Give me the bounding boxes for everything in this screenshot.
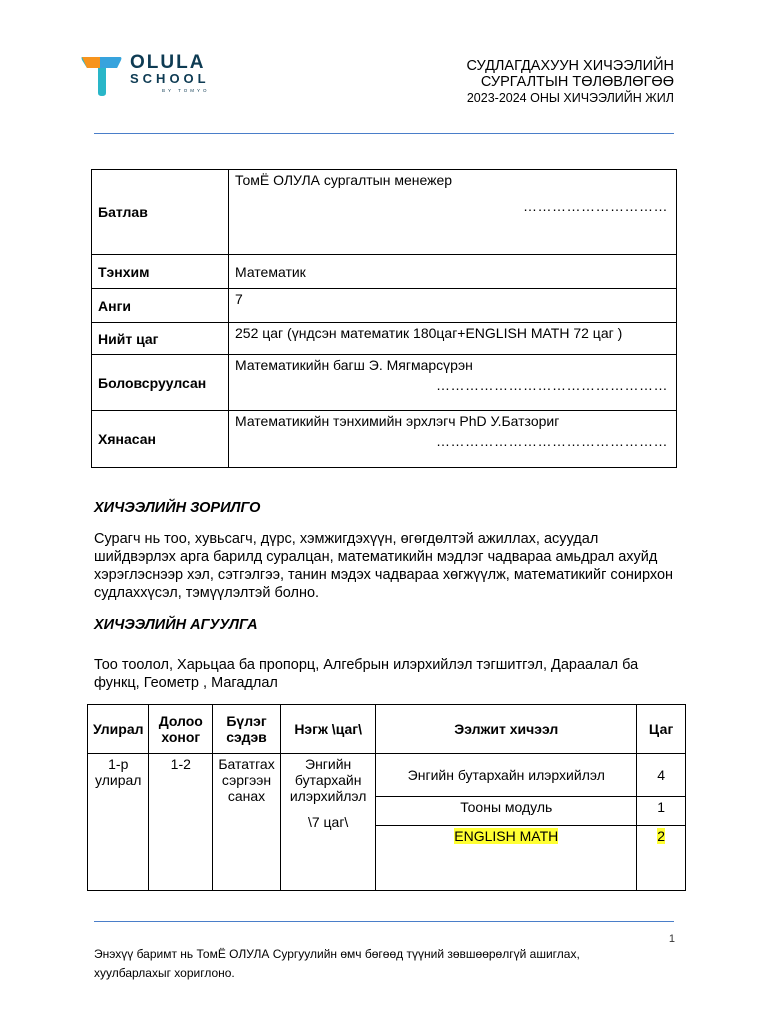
heading-line-3: 2023-2024 ОНЫ ХИЧЭЭЛИЙН ЖИЛ xyxy=(466,91,674,105)
logo-word-tomyo: BY TOMYO xyxy=(162,88,210,93)
lesson-hours: 2 xyxy=(657,828,665,844)
lesson-hours: 4 xyxy=(637,754,686,797)
prepared-signature-dots: ………………………………………… xyxy=(436,377,668,393)
unit-hours: \7 цаг\ xyxy=(307,814,349,830)
content-text: Тоо тоолол, Харьцаа ба пропорц, Алгебрын илэрхийлэл тэгшитгэл, Дараалал ба функц, Геометр , Магадлал xyxy=(94,657,639,691)
footer-divider xyxy=(94,921,674,922)
approve-value: ТомЁ ОЛУЛА сургалтын менежер xyxy=(235,172,453,188)
header-unit: Нэгж \цаг\ xyxy=(280,705,375,754)
info-row-grade xyxy=(92,289,677,323)
cell-term: 1-р улирал xyxy=(88,754,149,891)
lesson-hours: 1 xyxy=(637,797,686,826)
lesson-name: ENGLISH MATH xyxy=(454,828,559,844)
grade-value: 7 xyxy=(229,289,677,323)
logo-mark-icon xyxy=(80,53,124,97)
prepared-cell xyxy=(229,355,677,411)
approve-signature-dots: ………………………… xyxy=(523,198,668,214)
goal-title: ХИЧЭЭЛИЙН ЗОРИЛГО xyxy=(94,500,261,516)
reviewed-value: Математикийн тэнхимийн эрхлэгч PhD У.Батзориг xyxy=(235,413,560,429)
page-number: 1 xyxy=(668,933,675,945)
content-title: ХИЧЭЭЛИЙН АГУУЛГА xyxy=(94,617,258,633)
info-row-hours xyxy=(92,323,677,355)
approve-cell xyxy=(229,170,677,255)
info-row-prepared xyxy=(92,355,677,411)
reviewed-cell xyxy=(229,411,677,468)
header-lesson: Ээлжит хичээл xyxy=(376,705,637,754)
cell-week: 1-2 xyxy=(149,754,213,891)
lesson-name: Энгийн бутархайн илэрхийлэл xyxy=(376,754,637,797)
footer-notice: Энэхүү баримт нь ТомЁ ОЛУЛА Сургуулийн өмч бөгөөд түүний зөвшөөрөлгүй ашиглах, хуулбарлахыг хориглоно. xyxy=(94,947,580,980)
header-divider xyxy=(94,133,674,134)
hours-label: Нийт цаг xyxy=(92,323,229,355)
header-week: Долоо хоног xyxy=(149,705,213,754)
goal-text: Сурагч нь тоо, хувьсагч, дүрс, хэмжигдэхүүн, өгөгдөлтэй ажиллах, асуудал шийдвэрлэх арга барилд суралцан, математикийн мэдлэг чадвараа амьдрал ахуйд хэрэглэснээр хэл, сэтгэлгээ, танин мэдэх чадвараа хөгжүүлж, математикийг сонирхон судлаххүсэл, тэмүүлэлтэй болно. xyxy=(94,531,674,601)
logo-word-school: SCHOOL xyxy=(130,71,210,86)
info-row-approve xyxy=(92,170,677,255)
lesson-hours-cell xyxy=(637,826,686,891)
header-hours: Цаг xyxy=(637,705,686,754)
logo-word-olula: OLULA xyxy=(130,52,206,73)
header-term: Улирал xyxy=(88,705,149,754)
plan-header-row xyxy=(88,705,686,754)
info-row-reviewed xyxy=(92,411,677,468)
cell-unit xyxy=(280,754,375,891)
dept-label: Тэнхим xyxy=(92,255,229,289)
prepared-value: Математикийн багш Э. Мягмарсүрэн xyxy=(235,357,473,373)
approve-label: Батлав xyxy=(92,170,229,255)
document-heading xyxy=(467,58,674,106)
dept-value: Математик xyxy=(229,255,677,289)
header-topic: Бүлэг сэдэв xyxy=(213,705,281,754)
info-row-dept xyxy=(92,255,677,289)
hours-value: 252 цаг (үндсэн математик 180цаг+ENGLISH MATH 72 цаг ) xyxy=(229,323,677,355)
plan-row-1 xyxy=(88,754,686,797)
reviewed-label: Хянасан xyxy=(92,411,229,468)
heading-line-2: СУРГАЛТЫН ТӨЛӨВЛӨГӨӨ xyxy=(480,74,674,90)
reviewed-signature-dots: ………………………………………… xyxy=(436,433,668,449)
grade-label: Анги xyxy=(92,289,229,323)
prepared-label: Боловсруулсан xyxy=(92,355,229,411)
cell-topic: Бататгах сэргээн санах xyxy=(213,754,281,891)
lesson-cell xyxy=(376,826,637,891)
plan-table xyxy=(87,704,686,891)
heading-line-1: СУДЛАГДАХУУН ХИЧЭЭЛИЙН xyxy=(466,58,674,74)
lesson-name: Тооны модуль xyxy=(376,797,637,826)
info-table xyxy=(91,169,677,468)
school-logo xyxy=(80,50,220,98)
unit-name: Энгийн бутархайн илэрхийлэл xyxy=(289,756,367,804)
